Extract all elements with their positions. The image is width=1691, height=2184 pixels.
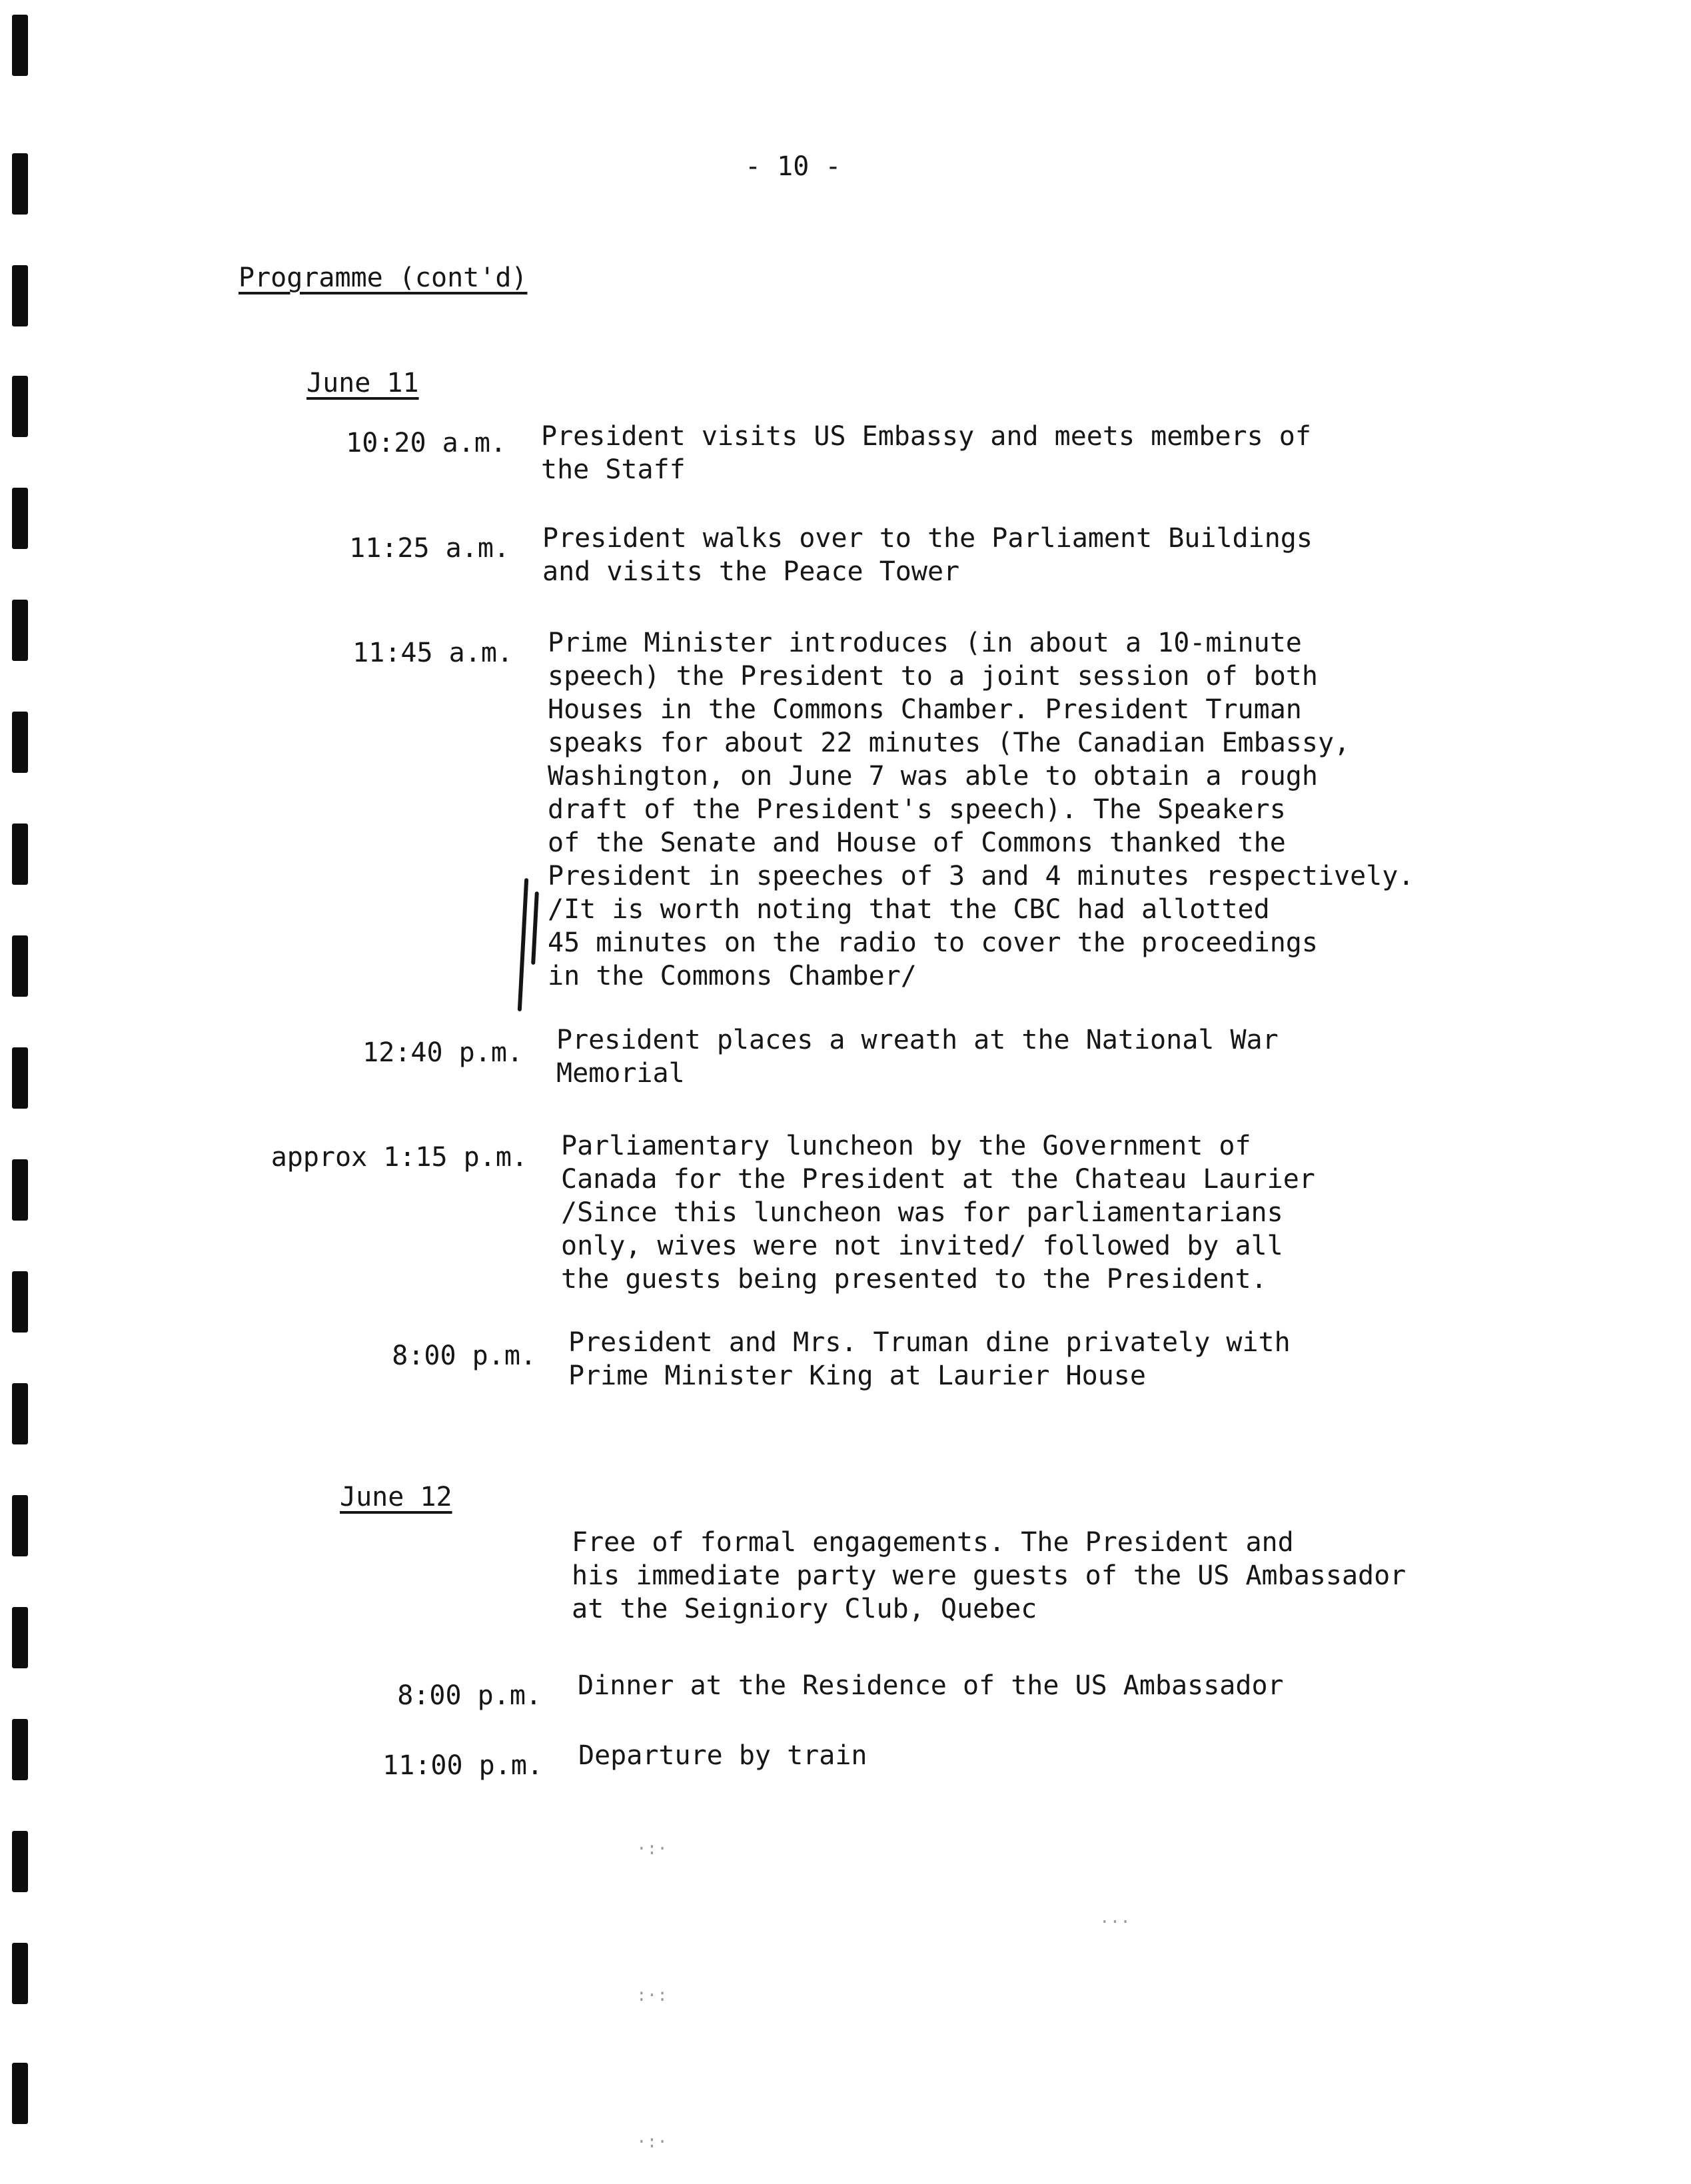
description-line: Free of formal engagements. The President and [572,1527,1294,1558]
binder-hole-mark [12,1383,28,1444]
description-line: Washington, on June 7 was able to obtain a rough [548,761,1318,792]
binder-hole-mark [12,823,28,885]
entry-time: 11:45 a.m. [352,638,513,668]
handwritten-margin-mark [531,891,539,965]
entry-description [556,1023,1279,1090]
binder-hole-mark [12,935,28,997]
description-line: Dinner at the Residence of the US Ambassador [578,1670,1284,1701]
entry-time: 11:25 a.m. [349,533,510,564]
description-line: speech) the President to a joint session of both [548,661,1318,692]
entry-time: 8:00 p.m. [397,1680,542,1711]
binder-hole-mark [12,376,28,437]
description-line: draft of the President's speech). The Speakers [548,794,1286,825]
description-line: the Staff [541,454,686,485]
binder-hole-mark [12,488,28,549]
binder-hole-mark [12,600,28,661]
entry-description [572,1526,1406,1626]
description-line: President walks over to the Parliament Buildings [542,523,1313,554]
binder-hole-mark [12,1047,28,1109]
description-line: Houses in the Commons Chamber. President Truman [548,694,1302,725]
binder-hole-mark [12,265,28,326]
entry-description [548,626,1414,993]
scan-speck: :·: [636,1985,668,2005]
scan-speck: ·:· [636,1839,668,1859]
description-line: in the Commons Chamber/ [548,961,917,991]
description-line: /Since this luncheon was for parliamentarians [561,1197,1283,1228]
description-line: Memorial [556,1058,685,1089]
description-line: speaks for about 22 minutes (The Canadian Embassy, [548,728,1351,758]
description-line: and visits the Peace Tower [542,556,960,587]
binder-hole-mark [12,1495,28,1556]
entry-time: 10:20 a.m. [346,428,506,458]
day-date: June 12 [340,1482,452,1512]
entry-description [578,1739,867,1772]
description-line: of the Senate and House of Commons thanked the [548,827,1286,858]
description-line: President and Mrs. Truman dine privately with [568,1327,1291,1358]
entry-time: 11:00 p.m. [382,1750,543,1781]
description-line: at the Seigniory Club, Quebec [572,1594,1037,1624]
scan-speck: ··· [1099,1912,1131,1932]
binder-hole-mark [12,153,28,215]
description-line: Departure by train [578,1740,867,1771]
entry-time: 8:00 p.m. [392,1341,536,1371]
description-line: his immediate party were guests of the US Ambassador [572,1560,1407,1591]
binder-hole-mark [12,1159,28,1221]
section-heading: Programme (cont'd) [239,263,528,293]
description-line: Canada for the President at the Chateau Laurier [561,1164,1315,1195]
description-line: President visits US Embassy and meets members of [541,421,1311,452]
description-line: /It is worth noting that the CBC had allotted [548,894,1270,925]
description-line: Parliamentary luncheon by the Government of [561,1131,1251,1161]
description-line: only, wives were not invited/ followed by all [561,1231,1283,1261]
binder-hole-mark [12,15,28,76]
entry-description [578,1669,1284,1702]
description-line: Prime Minister King at Laurier House [568,1361,1146,1391]
handwritten-margin-mark [518,878,528,1011]
scan-speck: ·:· [636,2132,668,2152]
entry-time: approx 1:15 p.m. [271,1142,528,1173]
description-line: President in speeches of 3 and 4 minutes respectively. [548,861,1414,891]
binder-hole-mark [12,1943,28,2004]
binder-hole-mark [12,1271,28,1333]
binder-hole-mark [12,1719,28,1780]
binder-hole-mark [12,712,28,773]
day-date: June 11 [306,368,419,398]
binder-hole-mark [12,1831,28,1892]
entry-description [561,1129,1315,1296]
entry-description [568,1326,1291,1392]
binder-hole-mark [12,2063,28,2124]
page-number: - 10 - [745,151,842,182]
description-line: 45 minutes on the radio to cover the proceedings [548,927,1318,958]
binder-hole-mark [12,1607,28,1668]
entry-description [541,420,1311,486]
description-line: Prime Minister introduces (in about a 10-minute [548,628,1302,658]
description-line: the guests being presented to the President. [561,1264,1267,1295]
entry-time: 12:40 p.m. [362,1037,523,1068]
description-line: President places a wreath at the National War [556,1025,1279,1055]
entry-description [542,522,1313,588]
